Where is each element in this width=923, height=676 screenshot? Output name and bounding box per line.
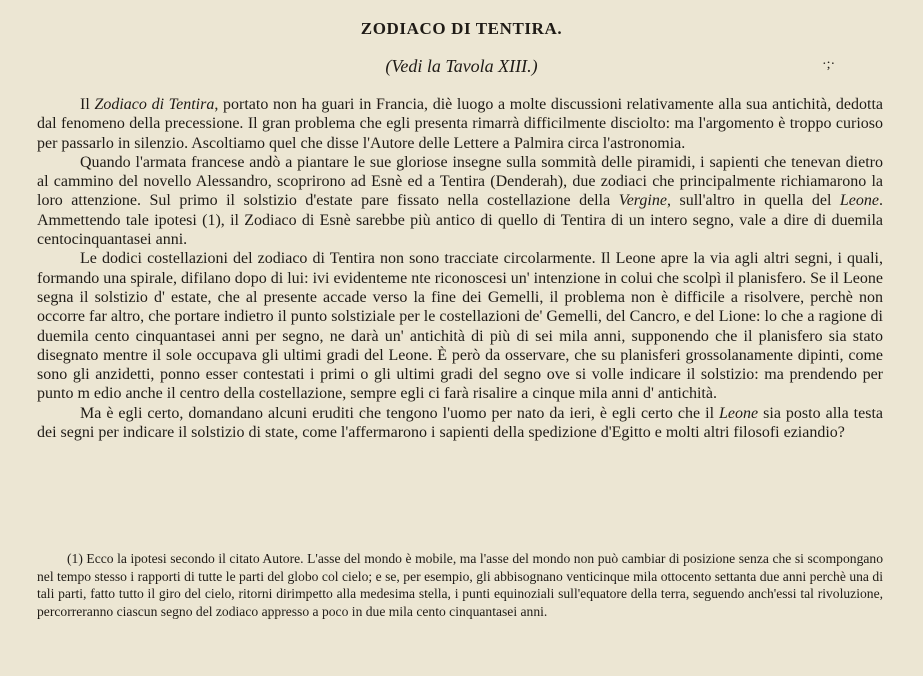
main-text [37, 95, 883, 442]
paragraph-3: Le dodici costellazioni del zodiaco di Tentira non sono tracciate circolarmente. Il Leone apre la via agli altri segni, i quali, formando una spirale, difilano dopo di lui: ivi evidenteme nte riconoscesi un' intenzione in colui che scolpì il planisfero. Se il Leone segna il solstizio d' estate, che al presente accade verso la fine dei Gemelli, il problema non è difficile a risolvere, perchè non occorre far altro, che portare indietro il punto solstiziale per le costellazioni de' Gemelli, del Cancro, e del Lione: lo che a ragione di duemila cento cinquantasei anni per segno, ne darà un' antichità di più di sei mila anni, supponendo che il planisfero sia stato disegnato mentre il sole occupava gli ultimi gradi del Leone. È però da osservare, che su planisferi grossolanamente dipinti, come sono gli anzidetti, ponno esser contestati i primi o gli ultimi gradi del segno ove si volle indicare il solstizio: ma prendendo per punto m edio anche il centro della costellazione, sempre egli ci farà risalire a cinque mila anni d' antichità. [37, 250, 883, 403]
plate-reference: (Vedi la Tavola XIII.) [385, 56, 538, 76]
paragraph-4: Ma è egli certo, domandano alcuni eruditi che tengono l'uomo per nato da ieri, è egli certo che il Leone sia posto alla testa dei segni per indicare il solstizio di state, come l'affermarono i sapienti della spedizione d'Egitto e molti altri filosofi eziandio? [37, 404, 884, 442]
paragraph-1: Il Zodiaco di Tentira, portato non ha guari in Francia, diè luogo a molte discussioni relativamente alla sua antichità, dedotta dal fenomeno della precessione. Il gran problema che egli presenta rimarrà difficilmente disciolto: ma l'argomento è troppo curioso per passarlo in silenzio. Ascoltiamo quel che disse l'Autore delle Lettere a Palmira circa l'astronomia. [37, 96, 884, 152]
footnote [37, 550, 883, 621]
corner-mark: ·;· [822, 57, 836, 72]
cropped-previous-line [180, 0, 740, 7]
paragraph-2: Quando l'armata francese andò a piantare le sue gloriose insegne sulla sommità delle piramidi, i sapienti che tenevan dietro al cammino del novello Alessandro, scoprirono ad Esnè ed a Tentira (Denderah), due zodiaci che principalmente richiamarono la loro attenzione. Sul primo il solstizio d'estate pare fissato nella costellazione della Vergine, sull'altro in quella del Leone. Ammettendo tale ipotesi (1), il Zodiaco di Esnè sarebbe più antico di quello di Tentira di un intero segno, vale a dire di duemila centocinquantasei anni. [37, 153, 884, 249]
page-title: ZODIACO DI TENTIRA. [360, 19, 563, 38]
footnote-text: (1) Ecco la ipotesi secondo il citato Autore. L'asse del mondo è mobile, ma l'asse del mondo non può cambiar di posizione senza che si scompongano nel tempo stesso i rapporti di tutte le parti del globo col cielo; e se, per esempio, gli abbisognano venticinque mila ottocento settanta due anni perchè una di tali parti, fatto tutto il giro del cielo, ritorni dirimpetto alla medesima stella, i punti equinoziali sull'equatore della terra, seguendo anch'essi tal rivoluzione, percorreranno ciascun segno del zodiaco appresso a poco in due mila cento cinquantasei anni. [37, 551, 883, 620]
